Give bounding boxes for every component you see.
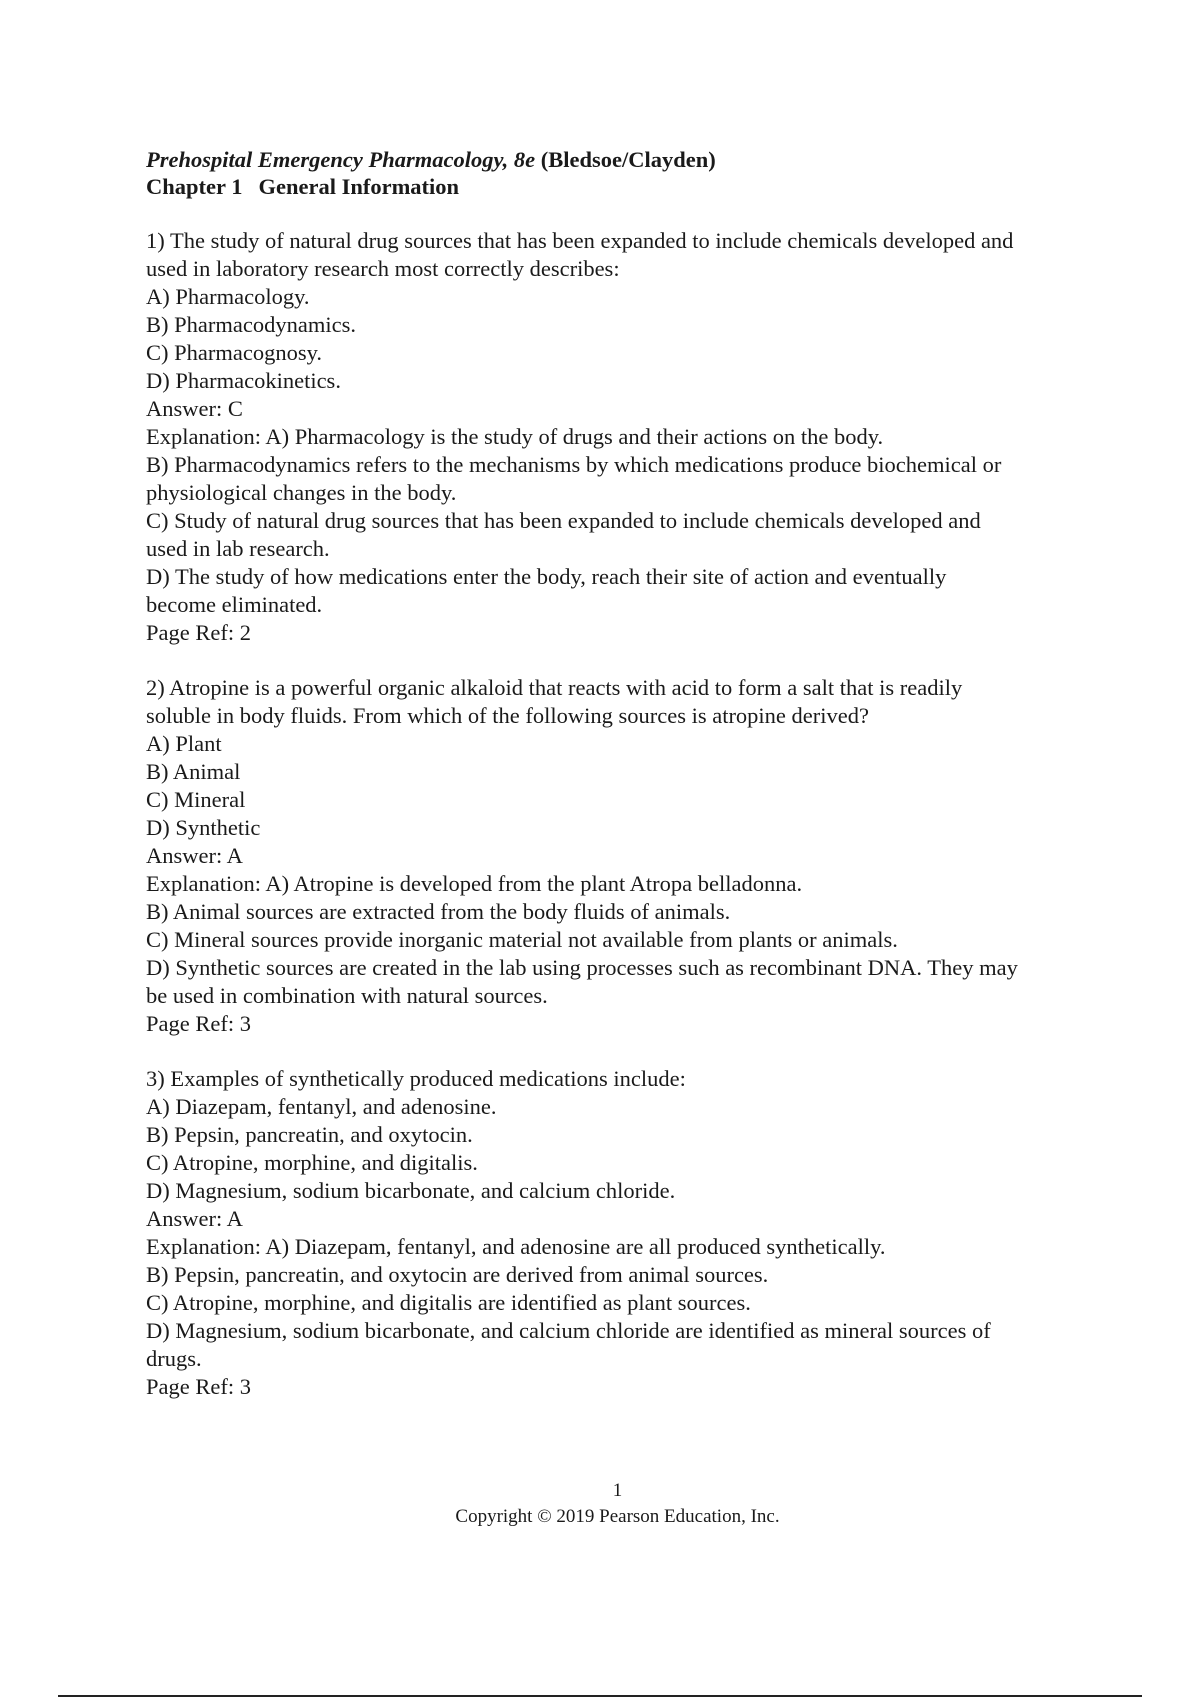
answer-option: D) Pharmacokinetics. bbox=[146, 368, 341, 393]
explanation-line: be used in combination with natural sources. bbox=[146, 983, 548, 1008]
answer-option: C) Pharmacognosy. bbox=[146, 340, 323, 365]
book-title: Prehospital Emergency Pharmacology, 8e bbox=[146, 147, 536, 172]
answer-option: C) Mineral bbox=[146, 787, 246, 812]
correct-answer: Answer: C bbox=[146, 396, 243, 421]
question-3 bbox=[146, 1065, 1096, 1401]
explanation-line: D) Synthetic sources are created in the lab using processes such as recombinant DNA. They may bbox=[146, 955, 1018, 980]
question-stem-line: soluble in body fluids. From which of the following sources is atropine derived? bbox=[146, 703, 869, 728]
book-heading bbox=[146, 146, 1096, 173]
explanation-line: C) Study of natural drug sources that has been expanded to include chemicals developed and bbox=[146, 508, 981, 533]
answer-option: A) Diazepam, fentanyl, and adenosine. bbox=[146, 1094, 497, 1119]
question-list bbox=[146, 227, 1096, 1401]
explanation-line: B) Pharmacodynamics refers to the mechanisms by which medications produce biochemical or bbox=[146, 452, 1002, 477]
answer-option: A) Pharmacology. bbox=[146, 284, 310, 309]
explanation-line: used in lab research. bbox=[146, 536, 330, 561]
page-reference: Page Ref: 3 bbox=[146, 1011, 251, 1036]
copyright-notice: Copyright © 2019 Pearson Education, Inc. bbox=[455, 1506, 780, 1527]
explanation-line: D) Magnesium, sodium bicarbonate, and calcium chloride are identified as mineral sources of bbox=[146, 1318, 991, 1343]
explanation-line: B) Animal sources are extracted from the body fluids of animals. bbox=[146, 899, 731, 924]
chapter-title: General Information bbox=[258, 174, 460, 199]
page-number: 1 bbox=[612, 1480, 623, 1501]
question-stem-line: 1) The study of natural drug sources that has been expanded to include chemicals developed and bbox=[146, 228, 1014, 253]
explanation-line: Explanation: A) Pharmacology is the study of drugs and their actions on the body. bbox=[146, 424, 884, 449]
book-authors: (Bledsoe/Clayden) bbox=[540, 147, 716, 172]
correct-answer: Answer: A bbox=[146, 1206, 243, 1231]
page-reference: Page Ref: 3 bbox=[146, 1374, 251, 1399]
chapter-heading bbox=[146, 173, 1096, 200]
answer-option: D) Synthetic bbox=[146, 815, 261, 840]
question-stem-line: 2) Atropine is a powerful organic alkaloid that reacts with acid to form a salt that is readily bbox=[146, 675, 963, 700]
question-1 bbox=[146, 227, 1096, 647]
explanation-line: D) The study of how medications enter the body, reach their site of action and eventually bbox=[146, 564, 947, 589]
answer-option: B) Pharmacodynamics. bbox=[146, 312, 356, 337]
correct-answer: Answer: A bbox=[146, 843, 243, 868]
bottom-divider bbox=[58, 1695, 1142, 1697]
page-reference: Page Ref: 2 bbox=[146, 620, 251, 645]
answer-option: B) Pepsin, pancreatin, and oxytocin. bbox=[146, 1122, 473, 1147]
explanation-line: physiological changes in the body. bbox=[146, 480, 457, 505]
explanation-line: drugs. bbox=[146, 1346, 202, 1371]
explanation-line: Explanation: A) Diazepam, fentanyl, and adenosine are all produced synthetically. bbox=[146, 1234, 886, 1259]
explanation-line: C) Atropine, morphine, and digitalis are identified as plant sources. bbox=[146, 1290, 751, 1315]
question-2 bbox=[146, 674, 1096, 1038]
answer-option: A) Plant bbox=[146, 731, 222, 756]
explanation-line: C) Mineral sources provide inorganic material not available from plants or animals. bbox=[146, 927, 898, 952]
question-stem-line: 3) Examples of synthetically produced medications include: bbox=[146, 1066, 686, 1091]
answer-option: C) Atropine, morphine, and digitalis. bbox=[146, 1150, 478, 1175]
explanation-line: Explanation: A) Atropine is developed from the plant Atropa belladonna. bbox=[146, 871, 803, 896]
question-stem-line: used in laboratory research most correctly describes: bbox=[146, 256, 620, 281]
answer-option: D) Magnesium, sodium bicarbonate, and calcium chloride. bbox=[146, 1178, 676, 1203]
document-body bbox=[146, 146, 1096, 1401]
explanation-line: become eliminated. bbox=[146, 592, 323, 617]
chapter-label: Chapter 1 bbox=[146, 174, 243, 199]
answer-option: B) Animal bbox=[146, 759, 241, 784]
explanation-line: B) Pepsin, pancreatin, and oxytocin are derived from animal sources. bbox=[146, 1262, 769, 1287]
